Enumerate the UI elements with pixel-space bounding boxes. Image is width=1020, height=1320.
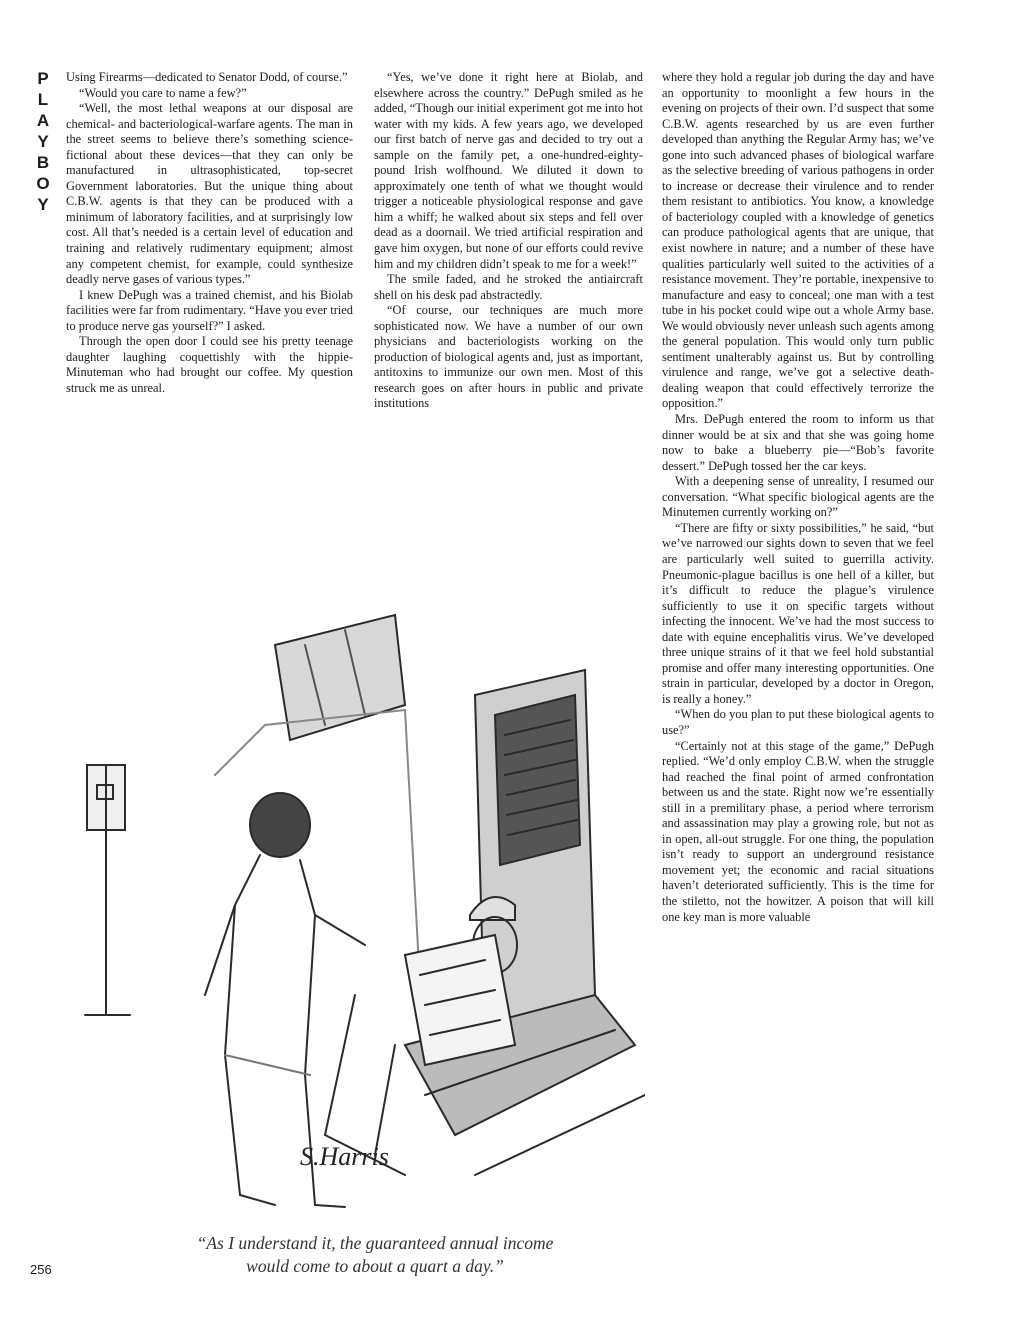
- paragraph: With a deepening sense of unreality, I resumed our conversation. “What specific biological agents are the Minutemen currently working on?”: [662, 474, 934, 520]
- column-2: [374, 70, 643, 412]
- running-head-letter: L: [37, 90, 49, 109]
- running-head-letter: A: [36, 111, 50, 130]
- running-head-letter: Y: [37, 195, 49, 214]
- paragraph: “Certainly not at this stage of the game,” DePugh replied. “We’d only employ C.B.W. when the struggle had reached the final point of armed confrontation between us and the state. Right now we’re essentially still in a premilitary phase, a period where terrorism and assassination may play a growing role, but not as in open, all-out struggle. For one thing, the population isn’t ready to support an underground resistance movement yet; the economic and racial situations haven’t deteriorated sufficiently. This is the time for the stiletto, not the howitzer. A poison that will kill one key man is more valuable: [662, 738, 934, 924]
- column-3: [662, 70, 934, 925]
- page-number: 256: [30, 1262, 52, 1277]
- caption-line-2: would come to about a quart a day.”: [246, 1256, 504, 1276]
- column-1: [66, 70, 353, 396]
- paragraph: “Yes, we’ve done it right here at Biolab, and elsewhere across the country.” DePugh smiled as he added, “Though our initial experiment got me into hot water with my kids. A few years ago, we developed our first batch of nerve gas and decided to try out a sample on the family pet, a one-hundred-eighty-pound Irish wolfhound. We diluted it down to approximately one tenth of what we thought would trigger a noticeable physiological response and gave him a whiff; he walked about six steps and fell over dead as a doornail. We tried artificial respiration and gave him oxygen, but none of our efforts could revive him and my children didn’t speak to me for a week!”: [374, 70, 643, 271]
- paragraph: “Would you care to name a few?”: [79, 85, 247, 100]
- paragraph: “Well, the most lethal weapons at our disposal are chemical- and bacteriological-warfare agents. The man in the street seems to believe there’s something science-fictional about these devices—that they can only be manufactured in ultrasophisticated, top-secret Government laboratories. But the unique thing about C.B.W. agents is that they can be produced with a minimum of laboratory facilities, and at surprisingly low cost. All that’s needed is a certain level of education and training and relatively rudimentary equipment; almost any competent chemist, for example, could synthesize deadly nerve gases of various types.”: [66, 101, 353, 287]
- paragraph: “Of course, our techniques are much more sophisticated now. We have a number of our own physicians and bacteriologists working on the production of biological agents and, just as important, antitoxins to immunize our own men. Most of this research goes on after hours in public and private institutions: [374, 303, 643, 411]
- running-head-letter: B: [36, 153, 50, 172]
- caption-line-1: “As I understand it, the guaranteed annual income: [196, 1233, 554, 1253]
- running-head-letter: Y: [37, 132, 49, 151]
- paragraph: I knew DePugh was a trained chemist, and his Biolab facilities were far from rudimentary. “Have you ever tried to produce nerve gas yourself?” I asked.: [66, 287, 353, 333]
- running-head-letter: P: [37, 69, 49, 88]
- paragraph: “When do you plan to put these biological agents to use?”: [662, 707, 934, 737]
- paragraph: where they hold a regular job during the day and have an opportunity to moonlight a few hours in the evening on projects of their own. I’d suspect that some C.B.W. agents researched by us are even further developed than anything the Regular Army has; we’ve gone into such advanced phases of biological warfare as the selective breeding of various pathogens in order to increase or decrease their virulence and to render them resistant to antibiotics. You know, a knowledge of bacteriology coupled with a knowledge of genetics can produce pathological agents that are unique, that exist nowhere in nature; and a number of these have qualities particularly well suited to the activities of a resistance movement. They’re portable, inexpensive to manufacture and easy to conceal; one man with a test tube in his pocket could wipe out a whole Army base. We would obviously never unleash such agents among the general population. This would only turn public sentiment unalterably against us. But by controlling virulence and range, we’ve got a selective death-dealing weapon that could effectively terrorize the opposition.”: [662, 70, 934, 411]
- running-head: [30, 68, 56, 215]
- paragraph: Using Firearms—dedicated to Senator Dodd, of course.”: [66, 70, 348, 84]
- paragraph: Mrs. DePugh entered the room to inform us that dinner would be at six and that she was going home now to bake a blueberry pie—“Bob’s favorite dessert.” DePugh tossed her the car keys.: [662, 412, 934, 473]
- cartoon-caption: [120, 1232, 630, 1278]
- cartoon-illustration: [75, 575, 645, 1230]
- paragraph: “There are fifty or sixty possibilities,” he said, “but we’ve narrowed our sights down to seven that we feel are particularly well suited to guerrilla activity. Pneumonic-plague bacillus is one hell of a killer, but it’s difficult to reduce the plague’s virulence sufficiently to use it on specific targets without infecting the innocent. We’ve had the most success to date with equine encephalitis virus. We’ve developed three unique strains of it that we feel hold substantial promise and offer many interesting opportunities. One strain in particular, developed by a doctor in Oregon, is really a honey.”: [662, 520, 934, 706]
- paragraph: Through the open door I could see his pretty teenage daughter laughing coquettishly with the hippie-Minuteman who had brought our coffee. My question struck me as unreal.: [66, 334, 353, 395]
- running-head-letter: O: [36, 174, 50, 193]
- paragraph: The smile faded, and he stroked the antiaircraft shell on his desk pad abstractedly.: [374, 272, 643, 302]
- cartoonist-signature: S.Harris: [300, 1142, 389, 1171]
